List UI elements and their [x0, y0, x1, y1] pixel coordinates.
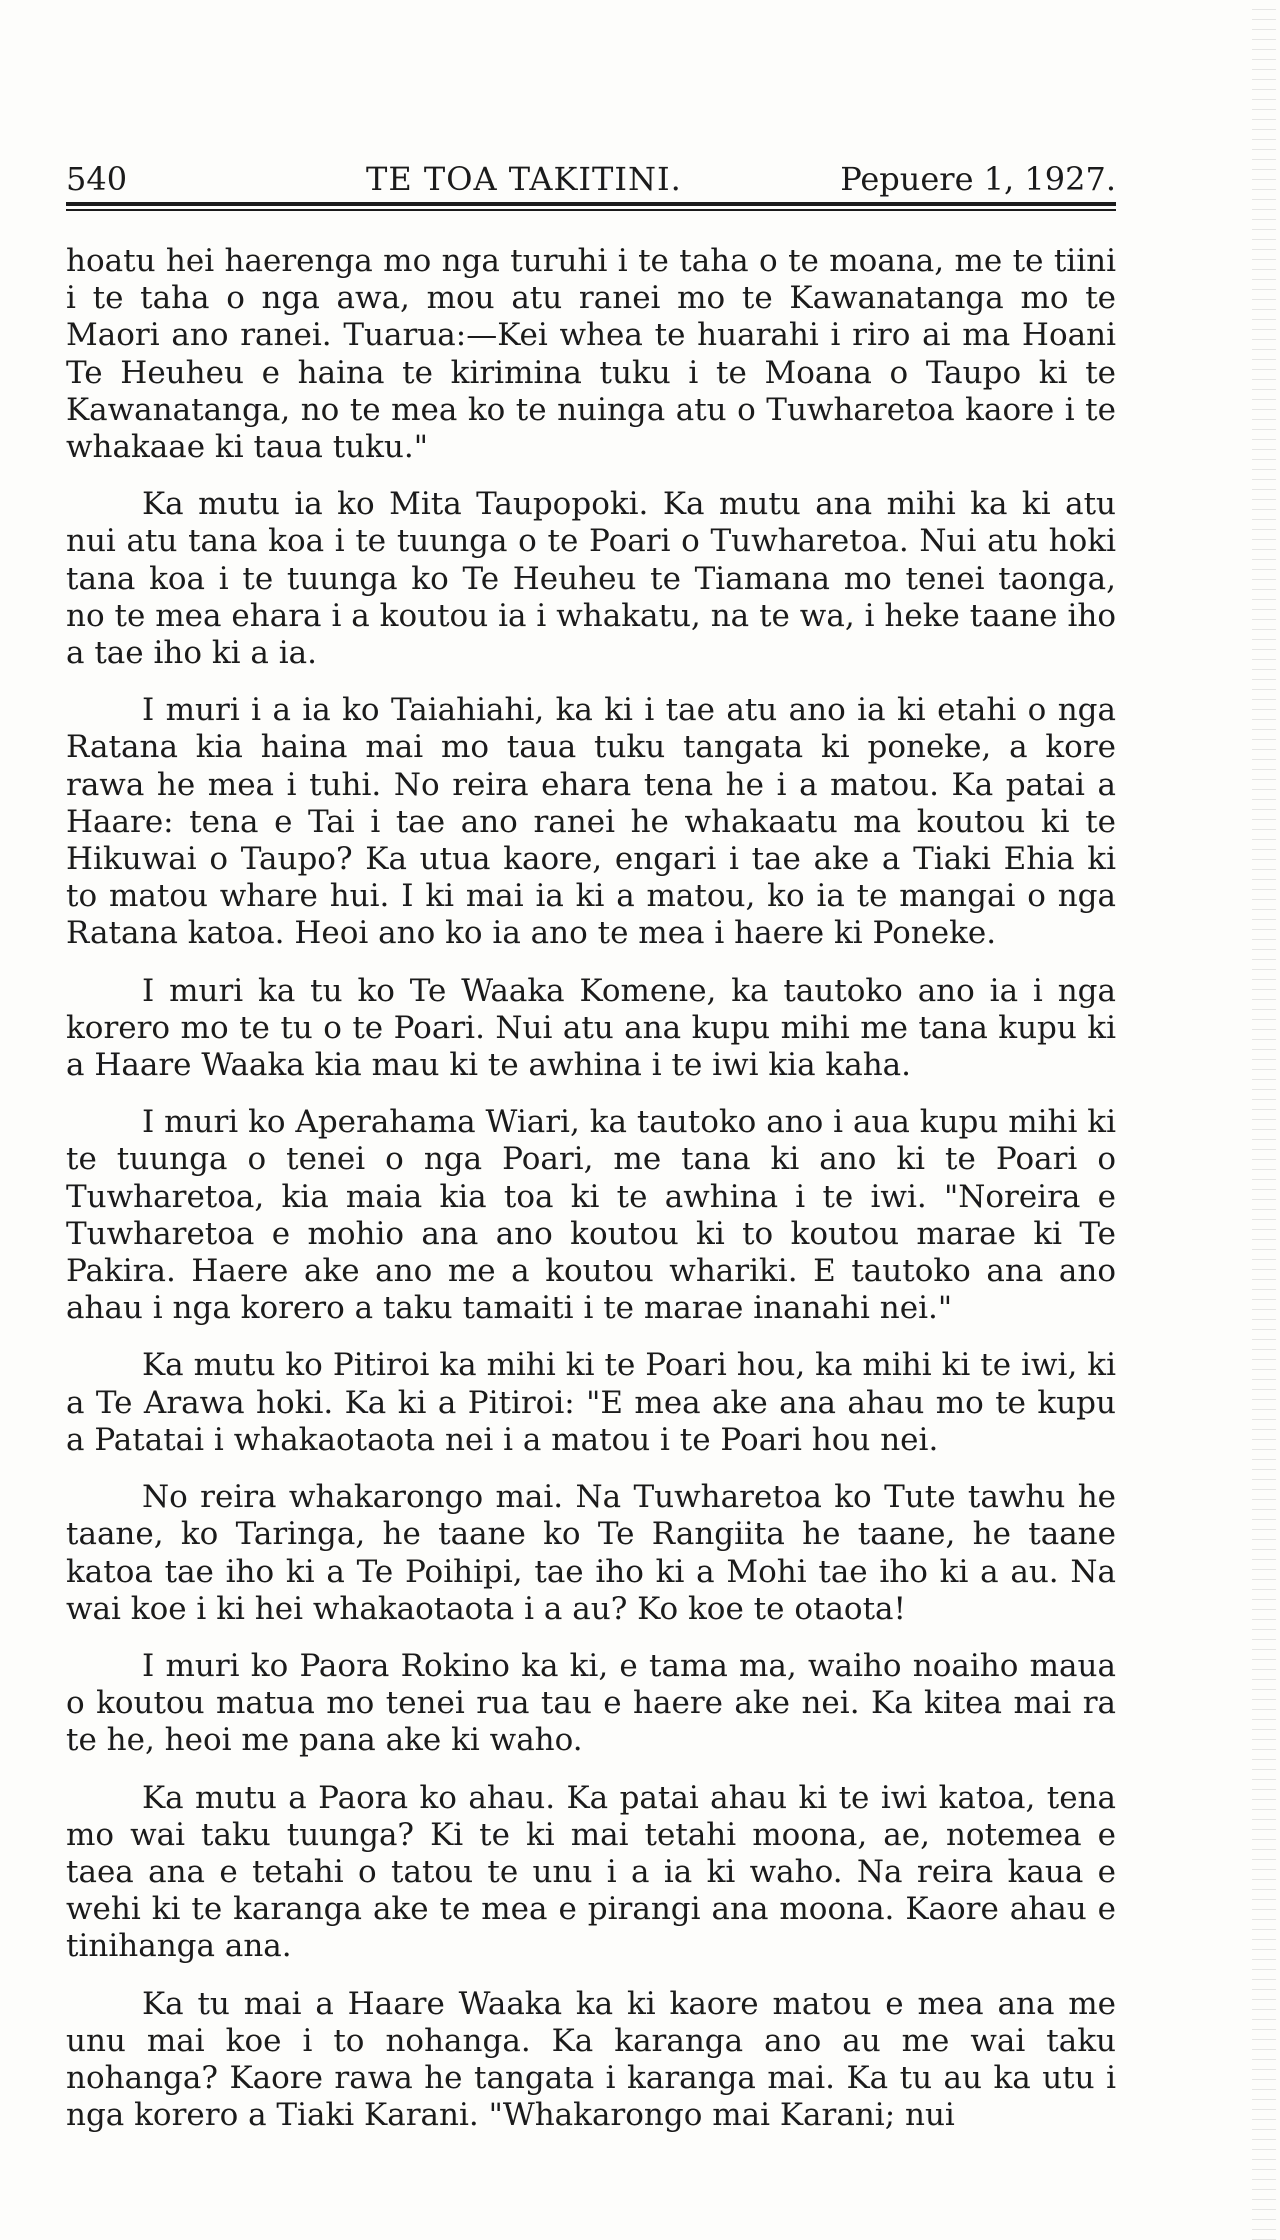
running-header: [66, 157, 1116, 201]
paragraph: I muri ko Paora Rokino ka ki, e tama ma, waiho noaiho maua o koutou matua mo tenei rua tau e haere ake nei. Ka kitea mai ra te he, heoi me pana ake ki waho.: [66, 1647, 1116, 1759]
header-rule-thick: [66, 202, 1116, 206]
journal-title: TE TOA TAKITINI.: [366, 160, 682, 198]
paragraph: Ka mutu ia ko Mita Taupopoki. Ka mutu ana mihi ka ki atu nui atu tana koa i te tuunga o te Poari o Tuwharetoa. Nui atu hoki tana koa i te tuunga ko Te Heuheu te Tiamana mo tenei taonga, no te mea ehara i a koutou ia i whakatu, na te wa, i heke taane iho a tae iho ki a ia.: [66, 486, 1116, 672]
paragraph: I muri ko Aperahama Wiari, ka tautoko ano i aua kupu mihi ki te tuunga o tenei o nga Poari, me tana ki ano ki te Poari o Tuwharetoa, kia maia kia toa ki te awhina i te iwi. "Noreira e Tuwharetoa e mohio ana ano koutou ki to koutou marae ki Te Pakira. Haere ake ano me a koutou whariki. E tautoko ana ano ahau i nga korero a taku tamaiti i te marae inanahi nei.": [66, 1104, 1116, 1327]
issue-date: Pepuere 1, 1927.: [840, 160, 1116, 198]
paragraph: Ka mutu ko Pitiroi ka mihi ki te Poari hou, ka mihi ki te iwi, ki a Te Arawa hoki. Ka ki a Pitiroi: "E mea ake ana ahau mo te kupu a Patatai i whakaotaota nei i a matou i te Poari hou nei.: [66, 1347, 1116, 1458]
article-body: [66, 243, 1116, 2154]
paragraph: No reira whakarongo mai. Na Tuwharetoa ko Tute tawhu he taane, ko Taringa, he taane ko Te Rangiita he taane, he taane katoa tae iho ki a Te Poihipi, tae iho ki a Mohi tae iho ki a au. Na wai koe i ki hei whakaotaota i a au? Ko koe te otaota!: [66, 1479, 1116, 1627]
paragraph: I muri ka tu ko Te Waaka Komene, ka tautoko ano ia i nga korero mo te tu o te Poari. Nui atu ana kupu mihi me tana kupu ki a Haare Waaka kia mau ki te awhina i te iwi kia kaha.: [66, 972, 1116, 1084]
scan-margin-noise: [1252, 0, 1276, 2240]
paragraph: I muri i a ia ko Taiahiahi, ka ki i tae atu ano ia ki etahi o nga Ratana kia haina mai mo taua tuku tangata ki poneke, a kore rawa he mea i tuhi. No reira ehara tena he i a matou. Ka patai a Haare: tena e Tai i tae ano ranei he whakaatu ma koutou ki te Hikuwai o Taupo? Ka utua kaore, engari i tae ake a Tiaki Ehia ki to matou whare hui. I ki mai ia ki a matou, ko ia te mangai o nga Ratana katoa. Heoi ano ko ia ano te mea i haere ki Poneke.: [66, 692, 1116, 952]
paragraph: Ka mutu a Paora ko ahau. Ka patai ahau ki te iwi katoa, tena mo wai taku tuunga? Ki te ki mai tetahi moona, ae, notemea e taea ana e tetahi o tatou te unu i a ia ki waho. Na reira kaua e wehi ki te karanga ake te mea e pirangi ana moona. Kaore ahau e tinihanga ana.: [66, 1779, 1116, 1965]
paragraph: Ka tu mai a Haare Waaka ka ki kaore matou e mea ana me unu mai koe i to nohanga. Ka karanga ano au me wai taku nohanga? Kaore rawa he tangata i karanga mai. Ka tu au ka utu i nga korero a Tiaki Karani. "Whakarongo mai Karani; nui: [66, 1985, 1116, 2134]
paragraph: hoatu hei haerenga mo nga turuhi i te taha o te moana, me te tiini i te taha o nga awa, mou atu ranei mo te Kawanatanga mo te Maori ano ranei. Tuarua:—Kei whea te huarahi i riro ai ma Hoani Te Heuheu e haina te kirimina tuku i te Moana o Taupo ki te Kawanatanga, no te mea ko te nuinga atu o Tuwharetoa kaore i te whakaae ki taua tuku.": [66, 243, 1116, 466]
header-rule-thin: [66, 209, 1116, 211]
page-number: 540: [66, 160, 128, 198]
